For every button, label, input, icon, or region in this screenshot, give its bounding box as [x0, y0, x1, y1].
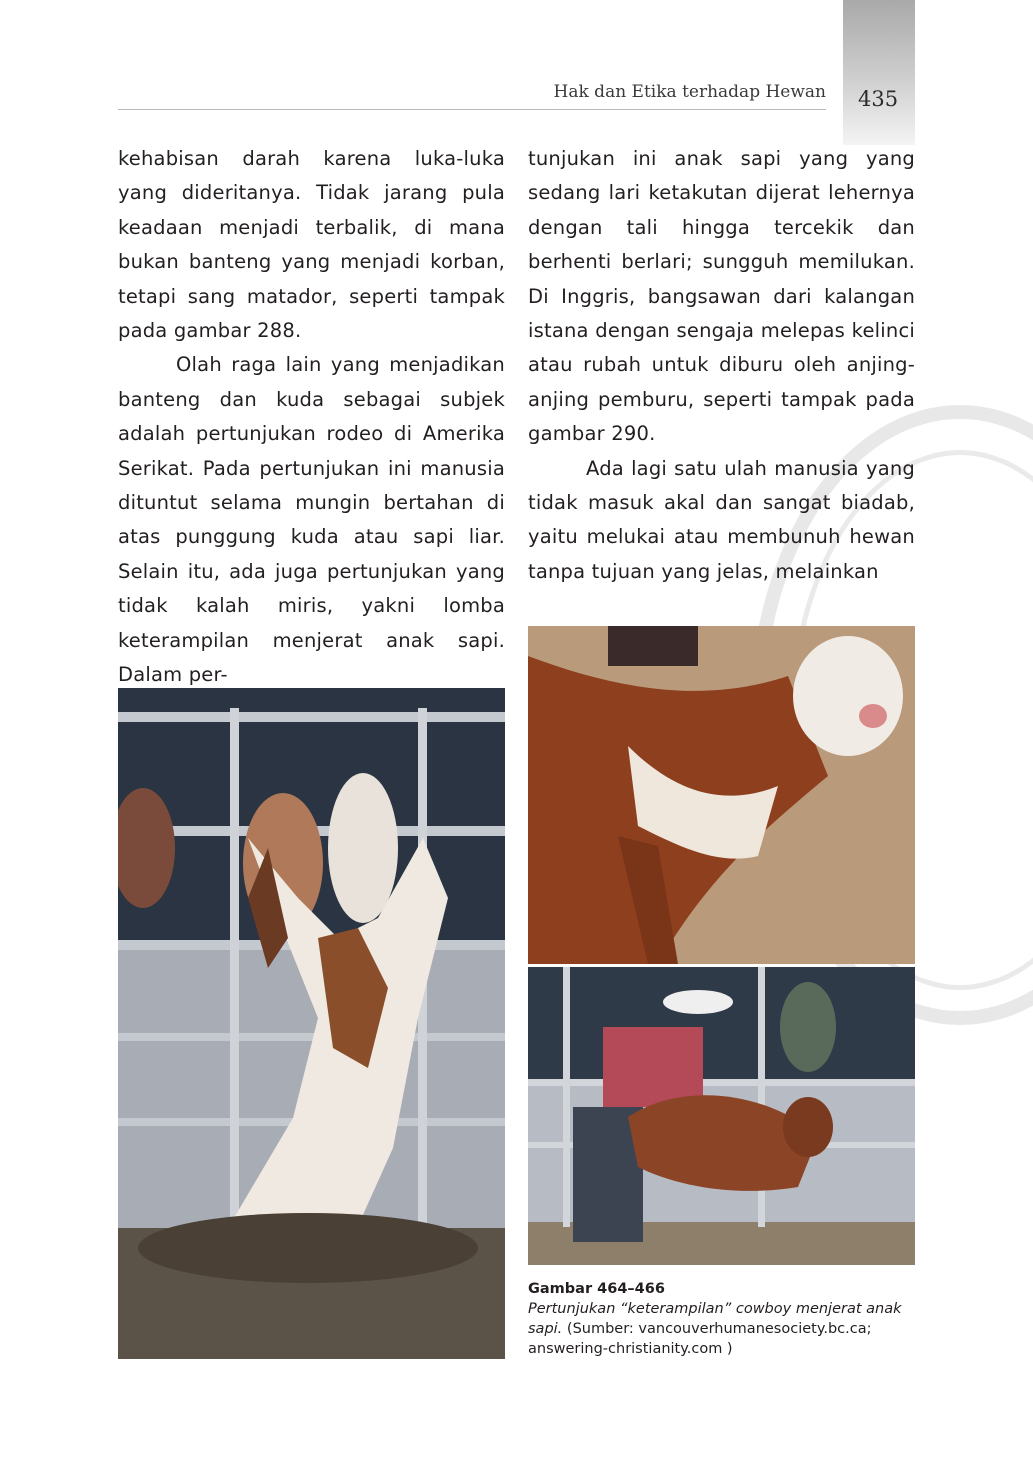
cowboy-tying-calf-photo — [528, 967, 915, 1265]
left-text-column — [118, 142, 505, 693]
header-rule — [118, 109, 826, 110]
caption-body — [528, 1299, 915, 1359]
caption-title: Gambar 464–466 — [528, 1281, 665, 1297]
rodeo-calf-thrown-photo — [118, 688, 505, 1359]
page-number: 435 — [858, 87, 899, 111]
chapter-tab — [843, 0, 915, 145]
right-text-column — [528, 142, 915, 589]
paragraph: kehabisan darah karena luka-luka yang dideritanya. Tidak jarang pula keadaan menjadi terbalik, di mana bukan banteng yang menjadi korban, tetapi sang matador, seperti tampak pada gambar 288. — [118, 147, 505, 343]
running-head: Hak dan Etika terhadap Hewan — [553, 82, 826, 102]
roped-calf-closeup-photo — [528, 626, 915, 964]
paragraph: Olah raga lain yang menjadikan banteng dan kuda sebagai subjek adalah pertunjukan rodeo di Amerika Serikat. Pada pertunjukan ini manusia dituntut selama mungin bertahan di atas punggung kuda atau sapi liar. Selain itu, ada juga pertunjukan yang tidak kalah miris, yakni lomba keterampilan menjerat anak sapi. Dalam per- — [118, 353, 505, 687]
figure-caption — [528, 1279, 915, 1359]
paragraph: Ada lagi satu ulah manusia yang tidak masuk akal dan sangat biadab, yaitu melukai atau membunuh hewan tanpa tujuan yang jelas, melainkan — [528, 456, 915, 583]
caption-italic-text: Pertunjukan “keterampilan” cowboy menjerat anak sapi. — [528, 1301, 902, 1337]
caption-source: (Sumber: vancouverhumanesociety.bc.ca; answering-christianity.com ) — [528, 1321, 872, 1357]
paragraph: tunjukan ini anak sapi yang yang sedang lari ketakutan dijerat lehernya dengan tali hingga tercekik dan berhenti berlari; sungguh memilukan. Di Inggris, bangsawan dari kalangan istana dengan sengaja melepas kelinci atau rubah untuk diburu oleh anjing-anjing pemburu, seperti tampak pada gambar 290. — [528, 147, 915, 446]
